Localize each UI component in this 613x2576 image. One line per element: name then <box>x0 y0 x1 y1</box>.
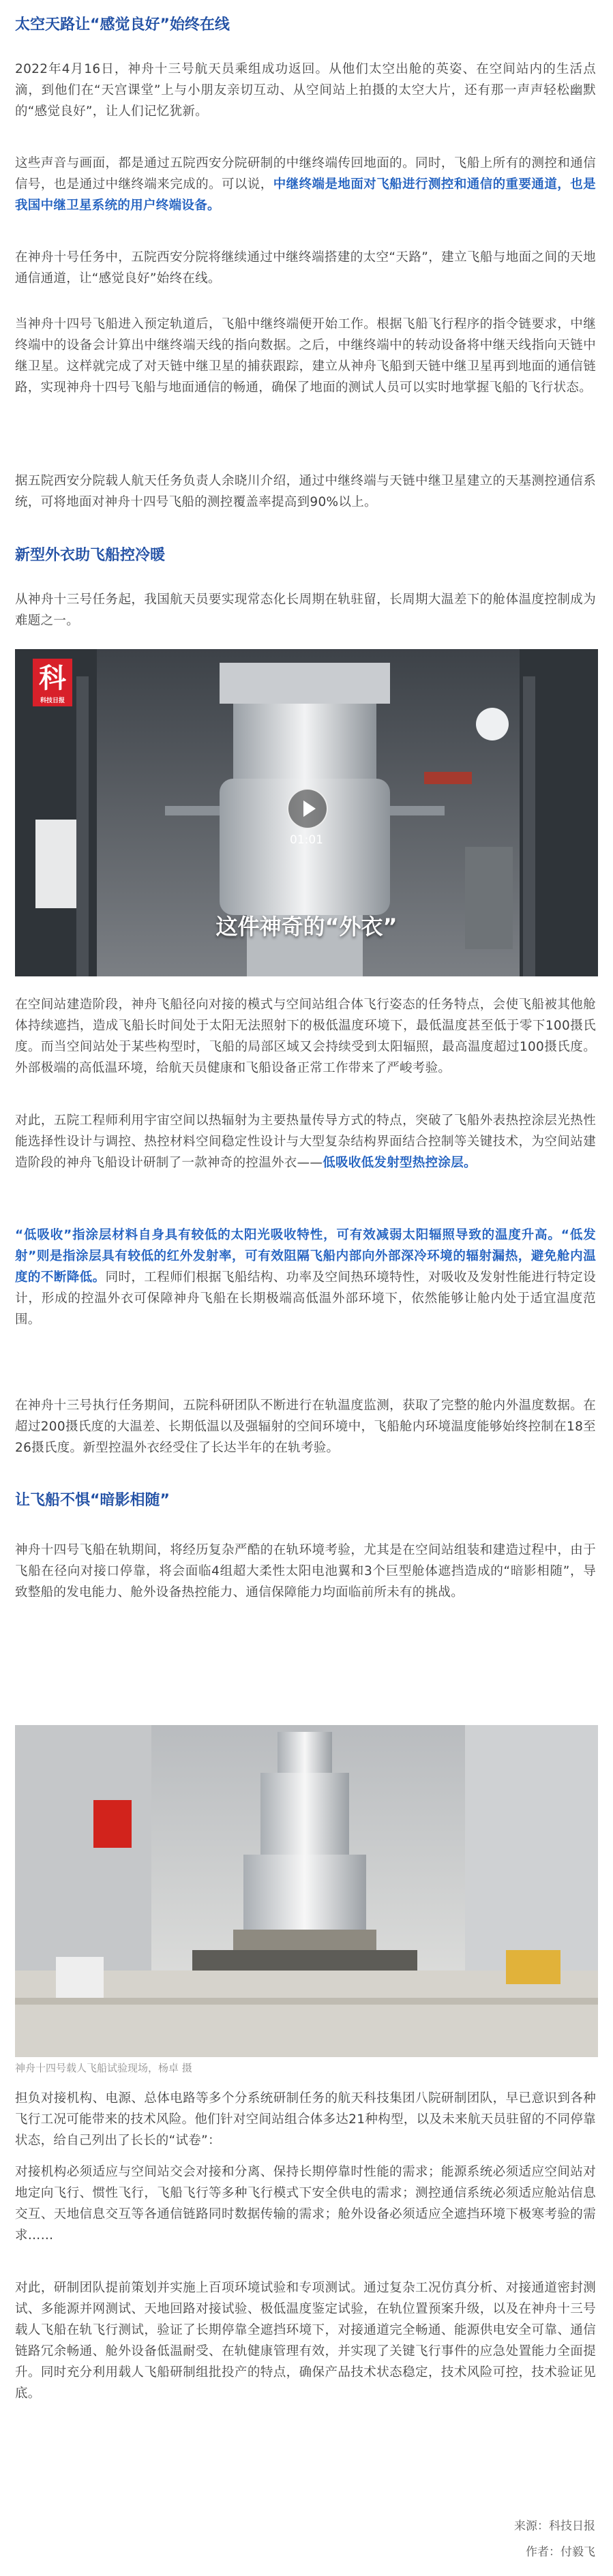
section-heading-relay: 太空天路让“感觉良好”始终在线 <box>15 16 230 33</box>
highlighted-text: “低吸收”指涂层材料自身具有较低的太阳光吸收特性，可有效减弱太阳辐照导致的温度升高。“低发射”则是指涂层具有较低的红外发射率，可有效阻隔飞船内部向外部深冷环境的辐射漏热，避免舱内温度的不断降低。 <box>15 1228 596 1285</box>
test-site-photo <box>15 1725 598 2057</box>
source-line: 来源：科技日报 <box>514 2519 595 2533</box>
paragraph: 对接机构必须适应与空间站交会对接和分离、保持长期停靠时性能的需求；能源系统必须适应空间站对地定向飞行、惯性飞行，飞船飞行等多种飞行模式下安全供电的需求；测控通信系统必须适应舱站信息交互、天地信息交互等各通信链路同时数据传输的需求；舱外设备必须适应全遮挡环境下极寒考验的需求…… <box>15 2165 596 2243</box>
paragraph: 在神舟十三号执行任务期间，五院科研团队不断进行在轨温度监测，获取了完整的舱内外温度数据。在超过200摄氏度的大温差、长期低温以及强辐射的空间环境中，飞船舱内环境温度能够始终控制在18至26摄氏度。新型控温外衣经受住了长达半年的在轨考验。 <box>15 1398 596 1455</box>
paragraph: 当神舟十四号飞船进入预定轨道后，飞船中继终端便开始工作。根据飞船飞行程序的指令链要求，中继终端中的设备会计算出中继终端天线的指向数据。之后，中继终端中的转动设备将中继天线指向天链中继卫星。这样就完成了对天链中继卫星的捕获跟踪，建立从神舟飞船到天链中继卫星再到地面的通信链路，实现神舟十四号飞船与地面通信的畅通，确保了地面的测试人员可以实时地掌握飞船的飞行状态。 <box>15 317 596 395</box>
play-icon[interactable] <box>287 788 328 829</box>
paragraph: 这些声音与画面，都是通过五院西安分院研制的中继终端传回地面的。同时，飞船上所有的测控和通信信号，也是通过中继终端来完成的。可以说，中继终端是地面对飞船进行测控和通信的重要通道，也是我国中继卫星系统的用户终端设备。 <box>15 156 596 213</box>
section-heading-coating: 新型外衣助飞船控冷暖 <box>15 547 166 564</box>
paragraph: “低吸收”指涂层材料自身具有较低的太阳光吸收特性，可有效减弱太阳辐照导致的温度升高。“低发射”则是指涂层具有较低的红外发射率，可有效阻隔飞船内部向外部深冷环境的辐射漏热，避免舱内温度的不断降低。同时，工程师们根据飞船结构、功率及空间热环境特性，对吸收及发射性能进行特定设计，形成的控温外衣可保障神舟飞船在长期极端高低温外部环境下，依然能够让舱内处于适宜温度范围。 <box>15 1228 596 1327</box>
highlighted-text: 低吸收低发射型热控涂层。 <box>323 1156 477 1170</box>
paragraph: 担负对接机构、电源、总体电路等多个分系统研制任务的航天科技集团八院研制团队，早已意识到各种飞行工况可能带来的技术风险。他们针对空间站组合体多达21种构型，以及未来航天员驻留的不同停靠状态，给自己列出了长长的“试卷”： <box>15 2091 596 2148</box>
kejiribao-logo: 科 科技日报 <box>33 659 72 706</box>
photo-caption: 神舟十四号载人飞船试验现场，杨卓 摄 <box>15 2062 192 2074</box>
paragraph: 2022年4月16日，神舟十三号航天员乘组成功返回。从他们太空出舱的英姿、在空间站内的生活点滴，到他们在“天宫课堂”上与小朋友亲切互动、从空间站上拍摄的太空大片，还有那一声声轻松幽默的“感觉良好”，让人们记忆犹新。 <box>15 62 596 119</box>
paragraph: 从神舟十三号任务起，我国航天员要实现常态化长周期在轨驻留，长周期大温差下的舱体温度控制成为难题之一。 <box>15 593 596 628</box>
video-player[interactable] <box>15 649 598 976</box>
paragraph: 据五院西安分院载人航天任务负责人余晓川介绍，通过中继终端与天链中继卫星建立的天基测控通信系统，可将地面对神舟十四号飞船的测控覆盖率提高到90%以上。 <box>15 474 596 509</box>
video-duration: 01:01 <box>290 833 323 847</box>
paragraph: 在空间站建造阶段，神舟飞船径向对接的模式与空间站组合体飞行姿态的任务特点，会使飞船被其他舱体持续遮挡，造成飞船长时间处于太阳无法照射下的极低温度环境下，最低温度甚至低于零下100摄氏度。而当空间站处于某些构型时，飞船的局部区域又会持续受到太阳辐照，最高温度超过100摄氏度。外部极端的高低温环境，给航天员健康和飞船设备正常工作带来了严峻考验。 <box>15 998 596 1075</box>
paragraph: 神舟十四号飞船在轨期间，将经历复杂严酷的在轨环境考验，尤其是在空间站组装和建造过程中，由于飞船在径向对接口停靠，将会面临4组超大柔性太阳电池翼和3个巨型舱体遮挡造成的“暗影相随”，导致整船的发电能力、舱外设备热控能力、通信保障能力均面临前所未有的挑战。 <box>15 1543 596 1600</box>
video-title: 这件神奇的“外衣” <box>215 914 398 940</box>
paragraph: 在神舟十号任务中，五院西安分院将继续通过中继终端搭建的太空“天路”，建立飞船与地面之间的天地通信通道，让“感觉良好”始终在线。 <box>15 250 596 286</box>
paragraph: 对此，研制团队提前策划并实施上百项环境试验和专项测试。通过复杂工况仿真分析、对接通道密封测试、多能源并网测试、天地回路对接试验、极低温度鉴定试验，在轨位置预案升级，以及在神舟十三号载人飞船在轨飞行测试，验证了长期停靠全遮挡环境下，对接通道完全畅通、能源供电安全可靠、通信链路冗余畅通、舱外设备低温耐受、在轨健康管理有效，并实现了关键飞行事件的应急处置能力全面提升。同时充分利用载人飞船研制组批投产的特点，确保产品技术状态稳定，技术风险可控，技术验证见底。 <box>15 2281 596 2401</box>
paragraph: 对此，五院工程师利用宇宙空间以热辐射为主要热量传导方式的特点，突破了飞船外表热控涂层光热性能选择性设计与调控、热控材料空间稳定性设计与大型复杂结构界面结合控制等关键技术，为空间站建造阶段的神舟飞船设计研制了一款神奇的控温外衣——低吸收低发射型热控涂层。 <box>15 1113 596 1170</box>
section-heading-shadow: 让飞船不惧“暗影相随” <box>15 1492 170 1509</box>
highlighted-text: 中继终端是地面对飞船进行测控和通信的重要通道，也是我国中继卫星系统的用户终端设备。 <box>15 177 596 213</box>
author-line: 作者：付毅飞 <box>526 2545 595 2559</box>
